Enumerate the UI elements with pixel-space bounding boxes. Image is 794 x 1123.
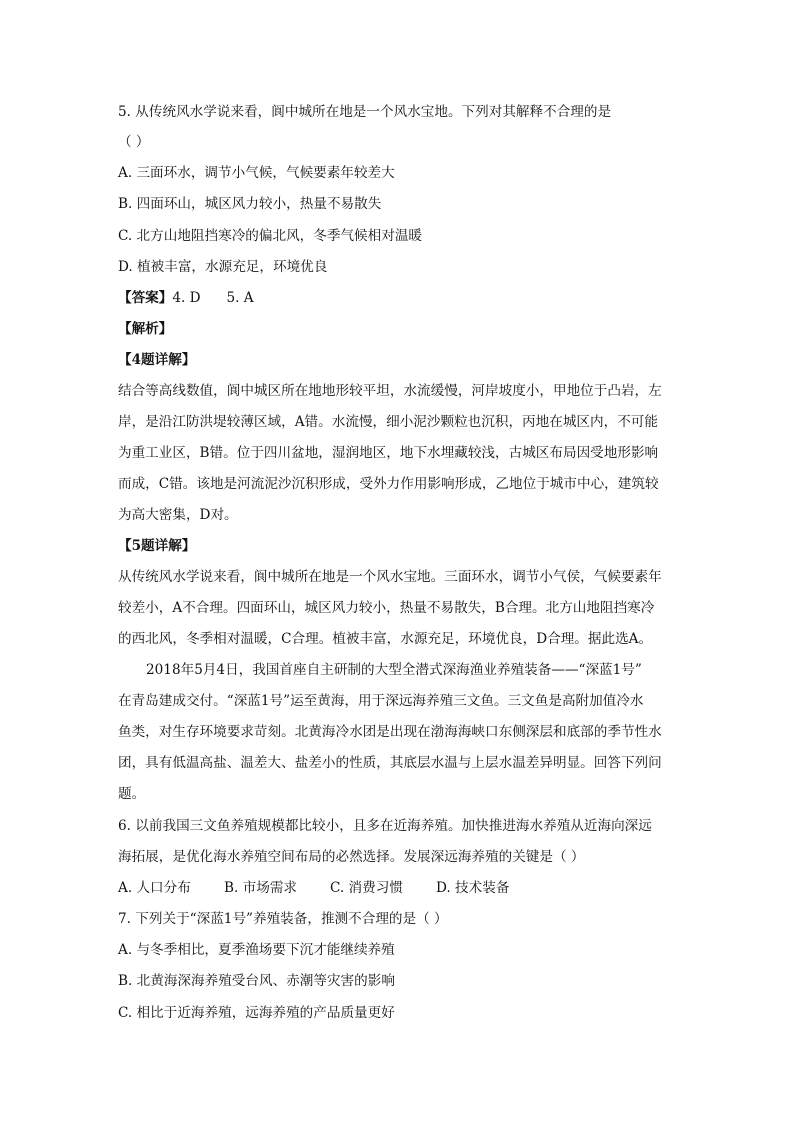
q6-option-a: A. 人口分布: [118, 880, 191, 896]
q6-options: [118, 878, 509, 898]
detail5-title: 【5题详解】: [118, 538, 196, 554]
q5-option-d: D. 植被丰富，水源充足，环境优良: [118, 259, 328, 275]
detail4-line: 而成，C错。该地是河流泥沙沉积形成，受外力作用影响形成，乙地位于城市中心，建筑较: [118, 476, 659, 492]
passage-line: 团，具有低温高盐、温差大、盐差小的性质，其底层水温与上层水温差异明显。回答下列问: [118, 755, 662, 771]
detail4-line: 为高大密集，D对。: [118, 507, 238, 523]
detail5-line: 从传统风水学说来看，阆中城所在地是一个风水宝地。三面环水，调节小气侯，气候要素年: [118, 569, 662, 585]
detail4-line: 为重工业区，B错。位于四川盆地，湿润地区，地下水埋藏较浅，古城区布局因受地形影响: [118, 445, 659, 461]
q6-stem-line: 海拓展，是优化海水养殖空间布局的必然选择。发展深远海养殖的关键是（ ）: [118, 849, 585, 865]
analysis-label: 【解析】: [118, 321, 173, 337]
q5-option-a: A. 三面环水，调节小气候，气候要素年较差大: [118, 165, 395, 181]
q5-option-b: B. 四面环山，城区风力较小，热量不易散失: [118, 196, 382, 212]
detail4-title: 【4题详解】: [118, 352, 196, 368]
q7-stem: 7. 下列关于“深蓝1号”养殖装备，推测不合理的是（ ）: [118, 911, 448, 927]
q5-answer-blank: （ ）: [118, 134, 150, 150]
passage-line: 在青岛建成交付。“深蓝1号”运至黄海，用于深远海养殖三文鱼。三文鱼是高附加值冷水: [118, 693, 644, 709]
answer-text: 4. D 5. A: [172, 290, 254, 306]
passage-line: 题。: [118, 786, 146, 802]
detail4-line: 结合等高线数值，阆中城区所在地地形较平坦，水流缓慢，河岸坡度小，甲地位于凸岩，左: [118, 383, 662, 399]
q6-option-c: C. 消费习惯: [330, 880, 403, 896]
detail5-line: 的西北风，冬季相对温暖，C合理。植被丰富，水源充足，环境优良，D合理。据此选A。: [118, 631, 653, 647]
passage-line: 鱼类，对生存环境要求苛刻。北黄海冷水团是出现在渤海海峡口东侧深层和底部的季节性水: [118, 724, 662, 740]
q6-option-b: B. 市场需求: [224, 880, 298, 896]
answer-line: [118, 288, 254, 308]
q5-option-c: C. 北方山地阻挡寒冷的偏北风，冬季气候相对温暖: [118, 228, 423, 244]
q7-option-c: C. 相比于近海养殖，远海养殖的产品质量更好: [118, 1005, 395, 1021]
q6-option-d: D. 技术装备: [436, 880, 510, 896]
q7-option-b: B. 北黄海深海养殖受台风、赤潮等灾害的影响: [118, 973, 395, 989]
q5-stem: 5. 从传统风水学说来看，阆中城所在地是一个风水宝地。下列对其解释不合理的是: [118, 104, 612, 120]
detail5-line: 较差小，A不合理。四面环山，城区风力较小，热量不易散失，B合理。北方山地阻挡寒冷: [118, 600, 655, 616]
q6-stem-line: 6. 以前我国三文鱼养殖规模都比较小，且多在近海养殖。加快推进海水养殖从近海向深远: [118, 818, 652, 834]
q7-option-a: A. 与冬季相比，夏季渔场要下沉才能继续养殖: [118, 942, 395, 958]
answer-label: 【答案】: [118, 290, 173, 306]
passage-line: 2018年5月4日，我国首座自主研制的大型全潜式深海渔业养殖装备——“深蓝1号”: [146, 662, 642, 678]
detail4-line: 岸，是沿江防洪堤较薄区域，A错。水流慢，细小泥沙颗粒也沉积，丙地在城区内，不可能: [118, 414, 658, 430]
